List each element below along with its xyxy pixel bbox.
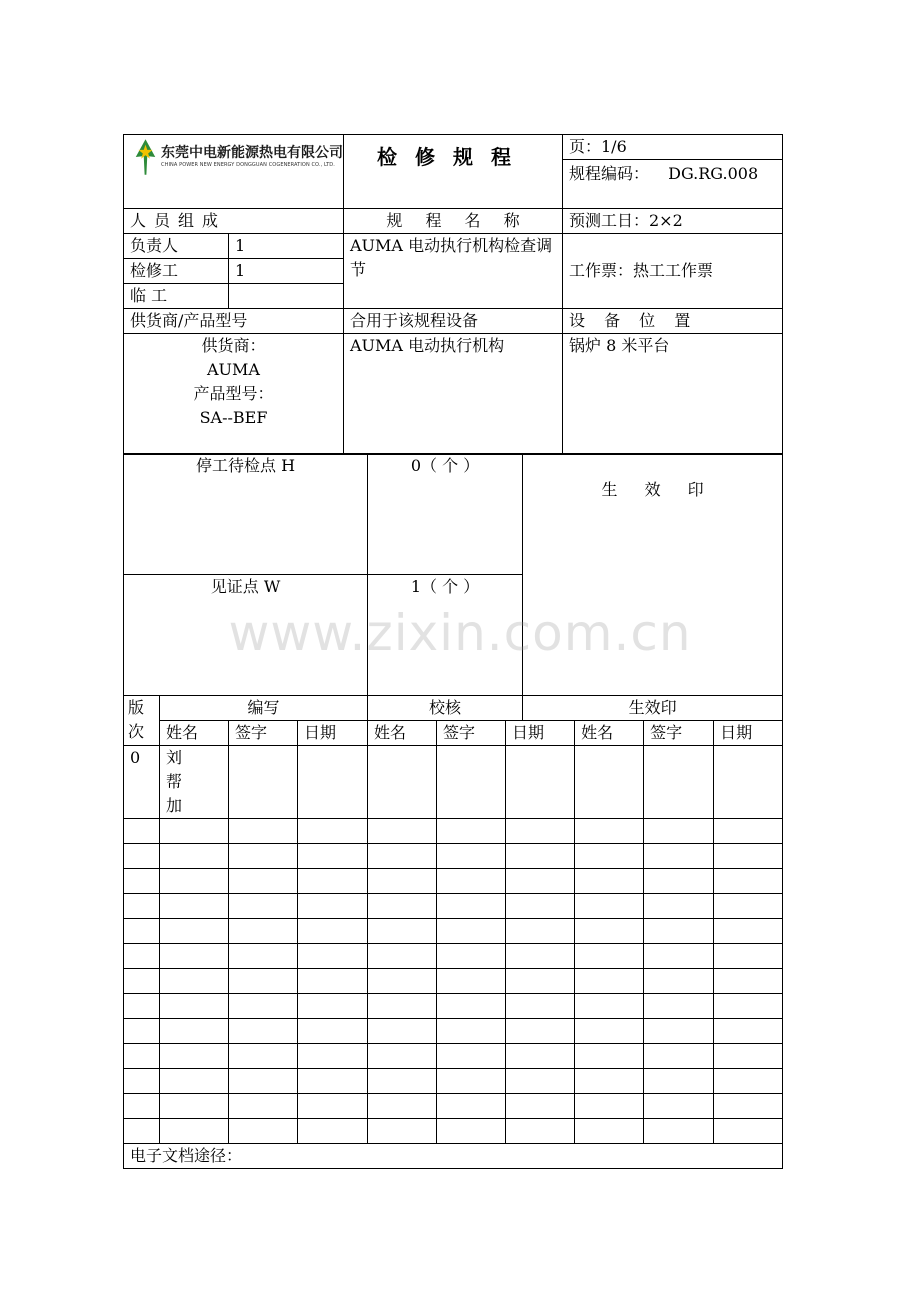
table-cell (506, 994, 575, 1019)
table-cell (298, 819, 368, 844)
electronic-path-label: 电子文档途径： (124, 1144, 783, 1169)
table-cell (437, 819, 506, 844)
table-cell (124, 919, 160, 944)
col-effective-sign: 签字 (644, 721, 714, 746)
table-cell (298, 1044, 368, 1069)
company-name-en: CHINA POWER NEW ENERGY DONGGUAN COGENERATION CO., LTD. (161, 162, 335, 168)
table-cell (644, 869, 714, 894)
table-cell (575, 844, 644, 869)
table-cell (506, 844, 575, 869)
table-cell (298, 1094, 368, 1119)
table-cell (506, 894, 575, 919)
table-cell (714, 944, 783, 969)
staff-count-worker: 1 (229, 259, 344, 284)
col-writer-name: 姓名 (160, 721, 229, 746)
table-cell (644, 746, 714, 819)
table-row (124, 994, 783, 1019)
table-cell (124, 994, 160, 1019)
hold-point-label: 停工待检点 H (124, 454, 368, 575)
table-cell (644, 1019, 714, 1044)
table-cell (644, 1119, 714, 1144)
table-cell (368, 1019, 437, 1044)
table-cell (124, 1019, 160, 1044)
table-cell (229, 944, 298, 969)
revision-table (123, 453, 783, 1169)
table-cell (160, 1119, 229, 1144)
procedure-info-table (123, 134, 783, 455)
table-cell (229, 1119, 298, 1144)
table-row (124, 819, 783, 844)
table-cell (229, 746, 298, 819)
company-logo (124, 135, 343, 179)
table-cell (229, 969, 298, 994)
applies-header: 合用于该规程设备 (344, 309, 563, 334)
table-cell (160, 1019, 229, 1044)
supplier-label: 供货商： (201, 336, 266, 355)
table-cell (506, 944, 575, 969)
table-cell (368, 1094, 437, 1119)
col-writer-sign: 签字 (229, 721, 298, 746)
effective-stamp-label: 生 效 印 (601, 480, 704, 499)
table-cell (714, 1119, 783, 1144)
table-cell (160, 919, 229, 944)
table-cell (229, 919, 298, 944)
table-cell (506, 919, 575, 944)
supplier-value: AUMA (207, 360, 260, 379)
revision-version: 0 (124, 746, 160, 819)
logo-cell (124, 135, 344, 209)
table-row (124, 1094, 783, 1119)
table-cell (714, 1019, 783, 1044)
table-cell (298, 994, 368, 1019)
table-cell (368, 969, 437, 994)
group-reviewer: 校核 (368, 696, 523, 721)
col-reviewer-sign: 签字 (437, 721, 506, 746)
table-cell (644, 1094, 714, 1119)
document-title-cell (344, 135, 563, 209)
table-cell (714, 994, 783, 1019)
staff-count-temp (229, 284, 344, 309)
version-label: 版次 (124, 696, 160, 746)
table-cell (575, 746, 644, 819)
table-cell (229, 1094, 298, 1119)
table-row (124, 944, 783, 969)
table-cell (714, 819, 783, 844)
table-cell (368, 1044, 437, 1069)
table-cell (714, 1069, 783, 1094)
table-cell (298, 1119, 368, 1144)
table-row (124, 844, 783, 869)
table-row (124, 1044, 783, 1069)
staff-count-lead: 1 (229, 234, 344, 259)
table-cell (298, 869, 368, 894)
table-cell (160, 819, 229, 844)
table-cell (124, 1044, 160, 1069)
table-cell (644, 1069, 714, 1094)
col-reviewer-date: 日期 (506, 721, 575, 746)
table-cell (506, 1069, 575, 1094)
table-cell (124, 1094, 160, 1119)
table-cell (506, 1094, 575, 1119)
model-value: SA--BEF (199, 408, 268, 427)
table-cell (437, 746, 506, 819)
table-cell (160, 1044, 229, 1069)
procedure-code-label: 规程编码： (569, 164, 650, 183)
estimated-workdays: 预测工日：2×2 (563, 209, 783, 234)
table-cell (160, 1094, 229, 1119)
table-cell (160, 894, 229, 919)
table-cell (575, 1019, 644, 1044)
table-cell (506, 969, 575, 994)
table-cell (298, 1069, 368, 1094)
table-row (124, 1019, 783, 1044)
table-cell (437, 844, 506, 869)
table-row (124, 1119, 783, 1144)
col-writer-date: 日期 (298, 721, 368, 746)
table-cell (124, 1119, 160, 1144)
table-row (124, 869, 783, 894)
procedure-code-value: DG.RG.008 (668, 164, 759, 183)
table-cell (298, 944, 368, 969)
table-cell (160, 1069, 229, 1094)
table-cell (124, 819, 160, 844)
table-cell (437, 1069, 506, 1094)
table-cell (124, 1069, 160, 1094)
table-row (124, 919, 783, 944)
table-cell (124, 869, 160, 894)
table-cell (644, 994, 714, 1019)
revision-writer-name: 刘 帮 加 (160, 746, 229, 819)
table-cell (368, 919, 437, 944)
table-cell (714, 1044, 783, 1069)
table-cell (644, 1044, 714, 1069)
table-cell (160, 969, 229, 994)
table-cell (575, 869, 644, 894)
col-reviewer-name: 姓名 (368, 721, 437, 746)
table-cell (368, 844, 437, 869)
workticket-cell (563, 234, 783, 309)
table-cell (229, 994, 298, 1019)
table-cell (229, 1019, 298, 1044)
staff-role-worker: 检修工 (124, 259, 229, 284)
table-cell (368, 994, 437, 1019)
table-cell (437, 1019, 506, 1044)
applies-value: AUMA 电动执行机构 (344, 334, 563, 455)
table-cell (575, 969, 644, 994)
table-cell (124, 969, 160, 994)
table-cell (368, 894, 437, 919)
table-cell (368, 869, 437, 894)
table-cell (506, 1044, 575, 1069)
witness-point-label: 见证点 W (124, 575, 368, 696)
table-cell (368, 944, 437, 969)
table-cell (160, 944, 229, 969)
supplier-detail-cell (124, 334, 344, 455)
table-cell (229, 869, 298, 894)
table-cell (506, 1019, 575, 1044)
group-writer: 编写 (160, 696, 368, 721)
staff-role-temp: 临 工 (124, 284, 229, 309)
hold-point-count: 0（ 个 ） (368, 454, 523, 575)
table-cell (575, 1069, 644, 1094)
table-cell (714, 894, 783, 919)
table-cell (644, 844, 714, 869)
table-cell (644, 969, 714, 994)
table-cell (229, 819, 298, 844)
table-cell (575, 1044, 644, 1069)
table-cell (298, 919, 368, 944)
table-cell (437, 894, 506, 919)
table-cell (644, 819, 714, 844)
table-cell (160, 869, 229, 894)
effective-stamp-cell (523, 454, 783, 696)
table-cell (575, 1094, 644, 1119)
table-cell (575, 994, 644, 1019)
leaf-star-icon (134, 135, 157, 179)
procedure-name-label: 规 程 名 称 (344, 209, 563, 234)
staff-role-lead: 负责人 (124, 234, 229, 259)
table-cell (437, 1044, 506, 1069)
table-cell (714, 746, 783, 819)
table-cell (298, 1019, 368, 1044)
table-cell (160, 994, 229, 1019)
table-cell (506, 819, 575, 844)
group-effective: 生效印 (523, 696, 783, 721)
watermark: www.zixin.com.cn (228, 604, 692, 662)
table-cell (437, 944, 506, 969)
table-cell (298, 844, 368, 869)
table-cell (298, 969, 368, 994)
table-cell (644, 919, 714, 944)
table-cell (714, 869, 783, 894)
col-effective-name: 姓名 (575, 721, 644, 746)
table-cell (644, 894, 714, 919)
table-cell (714, 919, 783, 944)
col-effective-date: 日期 (714, 721, 783, 746)
table-cell (575, 919, 644, 944)
table-row (124, 969, 783, 994)
page-number: 页：1/6 (563, 135, 783, 160)
table-row (124, 894, 783, 919)
staff-section-label: 人员组成 (124, 209, 344, 234)
table-cell (506, 869, 575, 894)
table-cell (368, 1069, 437, 1094)
table-cell (368, 819, 437, 844)
table-cell (437, 994, 506, 1019)
table-cell (368, 1119, 437, 1144)
procedure-code-cell (563, 160, 783, 209)
location-header: 设 备 位 置 (563, 309, 783, 334)
table-cell (298, 746, 368, 819)
company-name-cn: 东莞中电新能源热电有限公司 (161, 145, 343, 161)
model-label: 产品型号： (193, 384, 274, 403)
table-cell (714, 844, 783, 869)
table-cell (124, 844, 160, 869)
table-cell (437, 969, 506, 994)
table-cell (437, 1094, 506, 1119)
table-cell (368, 746, 437, 819)
table-cell (229, 1069, 298, 1094)
location-value: 锅炉 8 米平台 (563, 334, 783, 455)
table-cell (124, 944, 160, 969)
table-cell (298, 894, 368, 919)
table-cell (575, 944, 644, 969)
table-cell (229, 1044, 298, 1069)
document-title: 检修规程 (377, 145, 529, 169)
table-row (124, 1069, 783, 1094)
table-cell (229, 844, 298, 869)
table-cell (575, 1119, 644, 1144)
table-cell (714, 969, 783, 994)
empty-revision-rows (124, 819, 783, 1144)
supplier-header: 供货商/产品型号 (124, 309, 344, 334)
table-cell (437, 919, 506, 944)
table-cell (506, 1119, 575, 1144)
table-cell (575, 819, 644, 844)
table-cell (575, 894, 644, 919)
table-cell (437, 869, 506, 894)
table-cell (229, 894, 298, 919)
table-cell (644, 944, 714, 969)
procedure-name-value: AUMA 电动执行机构检查调节 (344, 234, 563, 309)
table-cell (437, 1119, 506, 1144)
witness-point-count: 1（ 个 ） (368, 575, 523, 696)
table-cell (506, 746, 575, 819)
table-cell (714, 1094, 783, 1119)
table-cell (124, 894, 160, 919)
table-cell (160, 844, 229, 869)
workticket-type: 工作票：热工工作票 (569, 261, 714, 280)
